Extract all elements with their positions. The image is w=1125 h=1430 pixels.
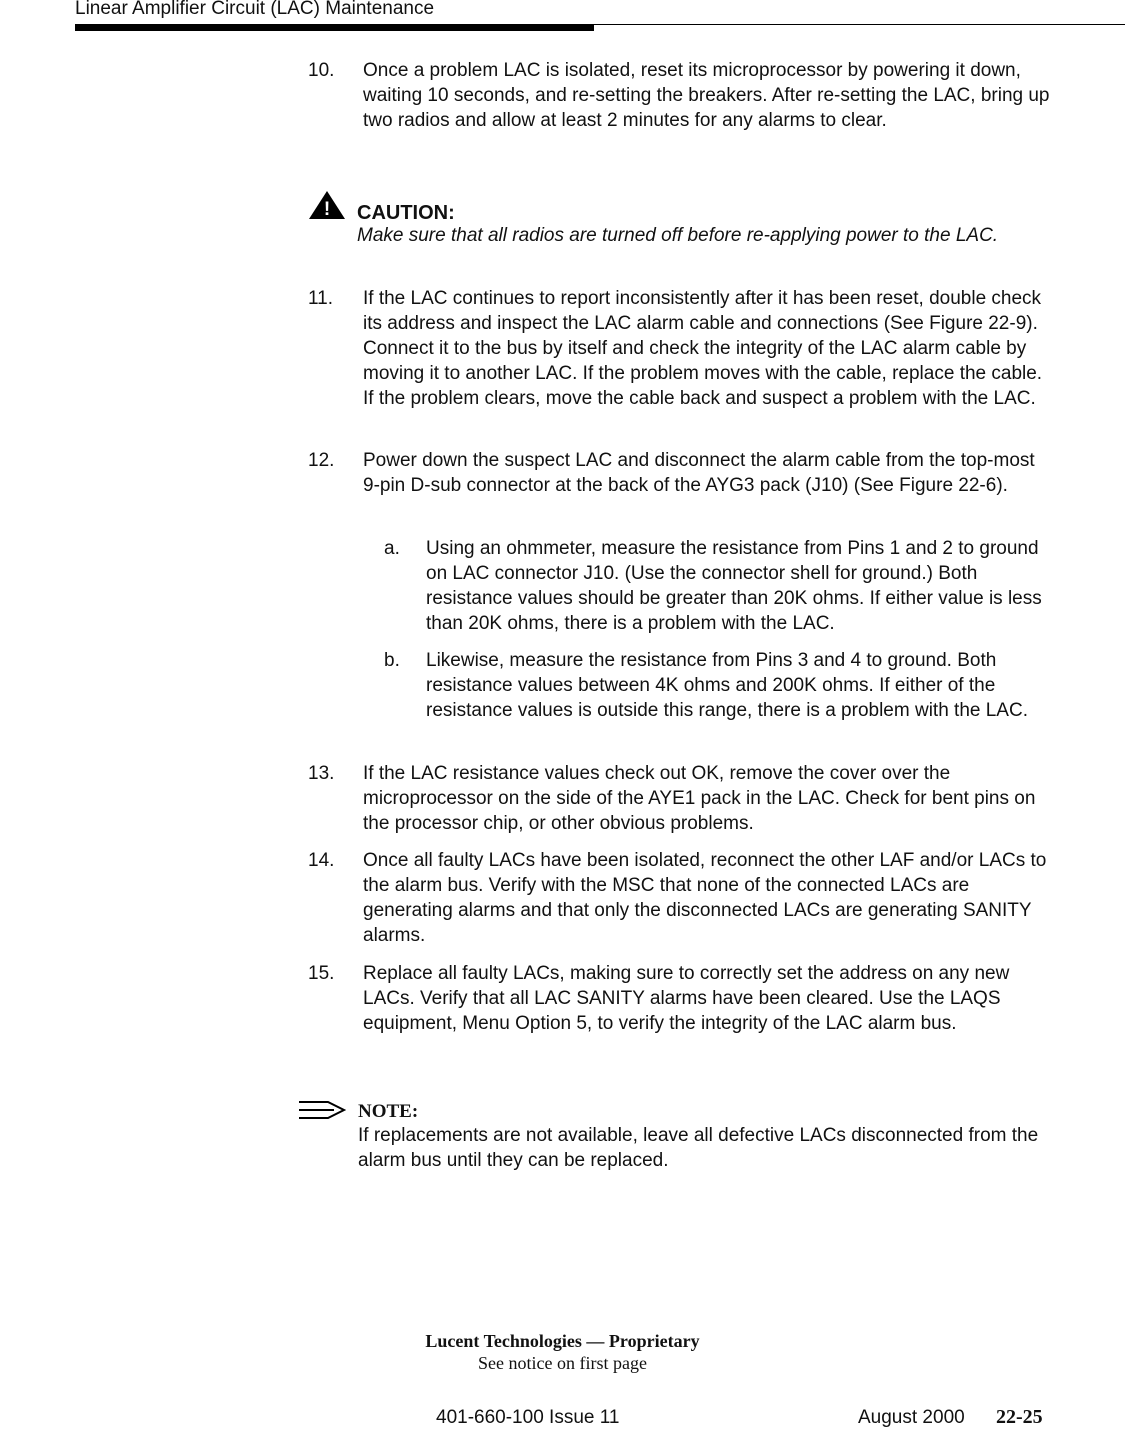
substep-letter: a. — [384, 538, 400, 559]
header-rule-bar — [75, 24, 594, 31]
substep-text: Using an ohmmeter, measure the resistance from Pins 1 and 2 to ground on LAC connector J10. (Use the connector shell for ground.) Both resistance values should be greater than 20K ohms. If either value is less than 20K ohms, there is a problem with the LAC. — [426, 538, 1042, 634]
step-12 — [308, 448, 1053, 498]
warning-triangle-icon — [308, 190, 346, 220]
step-text: Once all faulty LACs have been isolated, reconnect the other LAF and/or LACs to the alarm bus. Verify with the MSC that none of the connected LACs are generating alarms and that only the disconnected LACs are generating SANITY alarms. — [363, 850, 1047, 946]
caution-heading: CAUTION: — [357, 202, 455, 224]
note-heading: NOTE: — [358, 1101, 419, 1122]
warning-mark: ! — [323, 199, 331, 220]
header-title: Linear Amplifier Circuit (LAC) Maintenance — [75, 0, 435, 19]
step-number: 12. — [308, 450, 335, 471]
document-id: 401-660-100 Issue 11 — [436, 1407, 620, 1428]
step-number: 15. — [308, 963, 335, 984]
page-number: 22-25 — [996, 1406, 1043, 1428]
step-text: If the LAC resistance values check out OK, remove the cover over the microprocessor on the side of the AYE1 pack in the LAC. Check for bent pins on the processor chip, or other obvious problems. — [363, 763, 1036, 834]
step-number: 13. — [308, 763, 335, 784]
step-number: 14. — [308, 850, 335, 871]
step-number: 11. — [308, 288, 334, 309]
step-text: Replace all faulty LACs, making sure to correctly set the address on any new LACs. Verify that all LAC SANITY alarms have been cleared. Use the LAQS equipment, Menu Option 5, to verify the integrity of the LAC alarm bus. — [363, 963, 1010, 1034]
substep-text: Likewise, measure the resistance from Pins 3 and 4 to ground. Both resistance values between 4K ohms and 200K ohms. If either of the resistance values is outside this range, there is a problem with the LAC. — [426, 650, 1028, 721]
step-text: Power down the suspect LAC and disconnect the alarm cable from the top-most 9-pin D-sub connector at the back of the AYG3 pack (J10) (See Figure 22-6). — [363, 450, 1035, 496]
step-14 — [308, 848, 1053, 948]
step-text: Once a problem LAC is isolated, reset its microprocessor by powering it down, waiting 10 seconds, and re-setting the breakers. After re-setting the LAC, bring up two radios and allow at least 2 minutes for any alarms to clear. — [363, 60, 1050, 131]
step-15 — [308, 961, 1053, 1036]
substep-a — [384, 536, 1052, 636]
step-10 — [308, 58, 1053, 133]
step-number: 10. — [308, 60, 335, 81]
step-text: If the LAC continues to report inconsistently after it has been reset, double check its address and inspect the LAC alarm cable and connections (See Figure 22-9). Connect it to the bus by itself and check the integrity of the LAC alarm cable by moving it to another LAC. If the problem moves with the cable, replace the cable. If the problem clears, move the cable back and suspect a problem with the LAC. — [363, 288, 1043, 409]
substep-b — [384, 648, 1052, 723]
caution-text: Make sure that all radios are turned off before re-applying power to the LAC. — [357, 225, 999, 246]
step-13 — [308, 761, 1053, 836]
footer-company: Lucent Technologies — Proprietary — [425, 1331, 700, 1351]
issue-date: August 2000 — [858, 1407, 965, 1428]
note-text: If replacements are not available, leave all defective LACs disconnected from the alarm bus until they can be replaced. — [358, 1125, 1039, 1171]
substep-letter: b. — [384, 650, 400, 671]
note-arrow-icon — [298, 1098, 346, 1122]
footer-notice: See notice on first page — [478, 1353, 647, 1373]
step-11 — [308, 286, 1053, 411]
